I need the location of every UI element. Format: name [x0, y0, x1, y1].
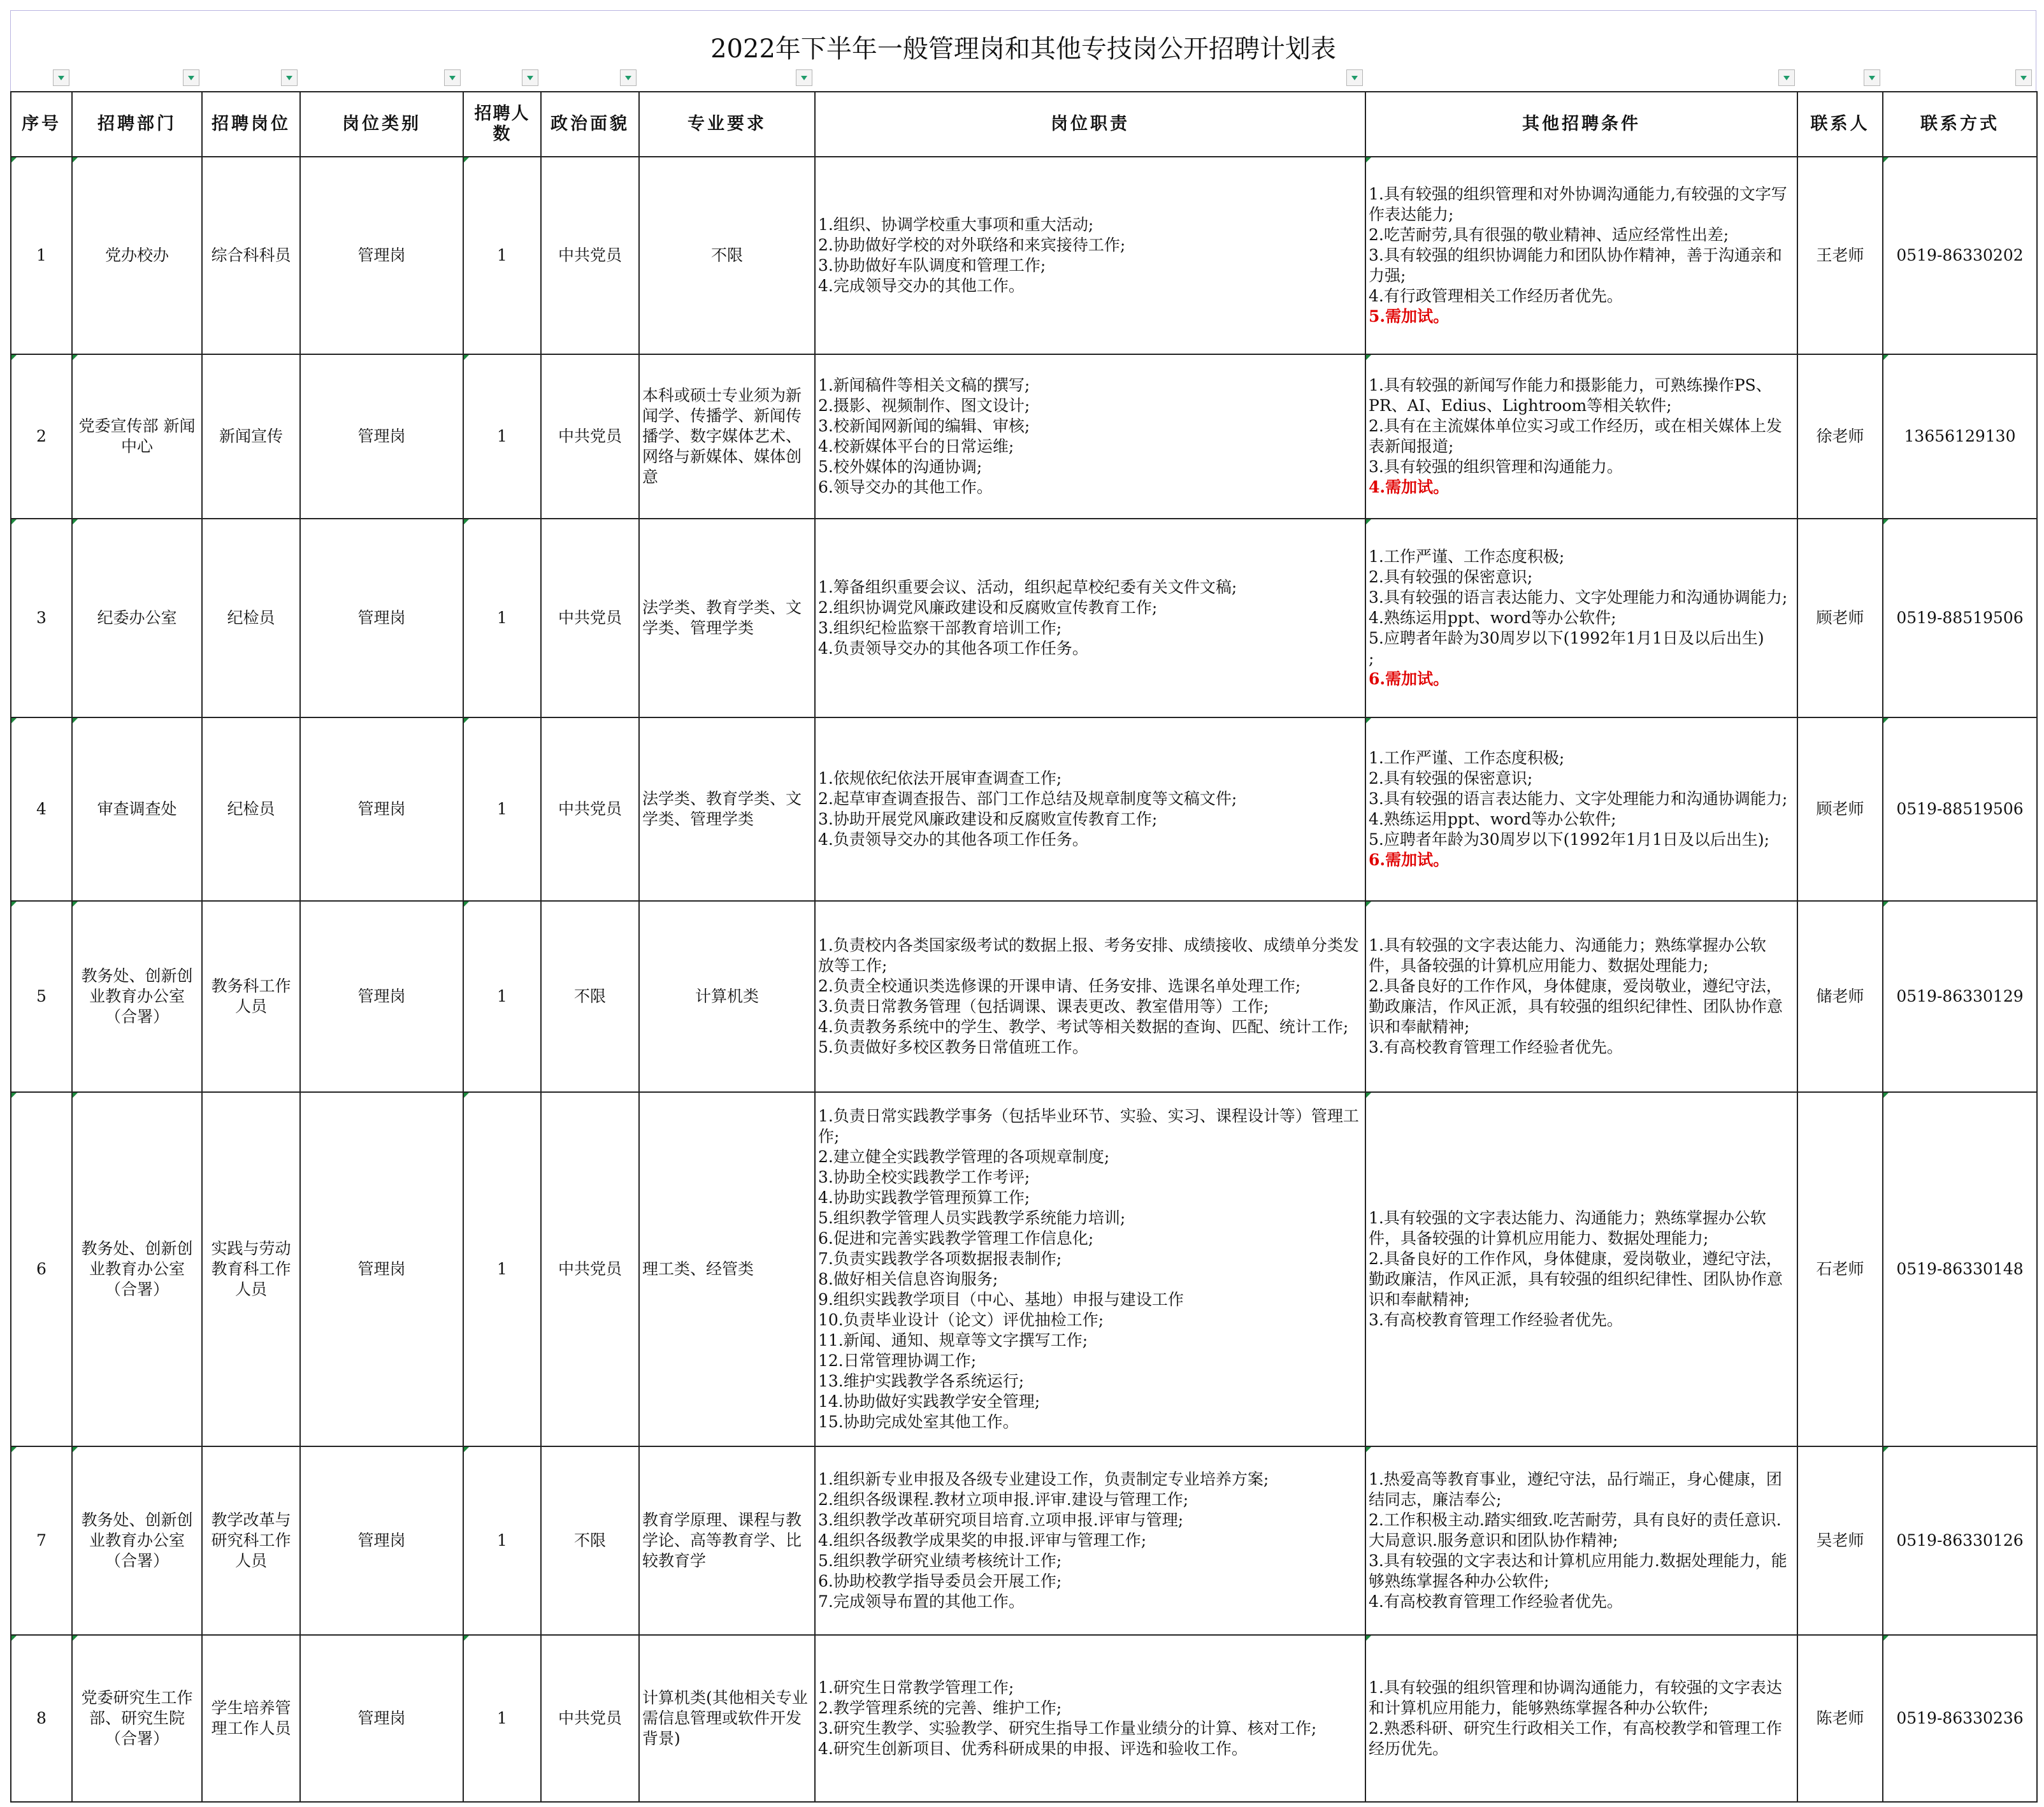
post-cell[interactable]: 新闻宣传 [202, 354, 300, 519]
phone-cell[interactable]: 0519-86330202 [1883, 157, 2037, 354]
conditions-cell[interactable] [1365, 717, 1797, 901]
phone-cell[interactable]: 0519-88519506 [1883, 519, 2037, 717]
contact-person-cell[interactable]: 吴老师 [1797, 1446, 1883, 1635]
duties-cell[interactable] [815, 717, 1365, 901]
category-cell[interactable]: 管理岗 [300, 1092, 463, 1446]
duty-line: 15.协助完成处室其他工作。 [818, 1413, 1019, 1431]
category-cell[interactable]: 管理岗 [300, 519, 463, 717]
post-cell[interactable]: 教学改革与研究科工作人员 [202, 1446, 300, 1635]
condition-line: 3.具有较强的组织管理和沟通能力。 [1369, 457, 1623, 476]
condition-line: 4.有高校教育管理工作经验者优先。 [1369, 1592, 1623, 1611]
department-cell[interactable]: 教务处、创新创业教育办公室（合署） [72, 901, 202, 1092]
row-number-cell[interactable]: 7 [11, 1446, 72, 1635]
condition-line: 2.具有较强的保密意识; [1369, 769, 1533, 788]
filter-dropdown-icon[interactable] [2015, 69, 2032, 86]
headcount-cell[interactable]: 1 [463, 1092, 541, 1446]
major-requirement-cell[interactable]: 计算机类(其他相关专业需信息管理或软件开发背景) [639, 1635, 815, 1802]
duty-line: 2.教学管理系统的完善、维护工作; [818, 1699, 1062, 1717]
duty-line: 5.组织教学研究业绩考核统计工作; [818, 1551, 1062, 1570]
table-row [11, 519, 2037, 717]
duty-line: 2.起草审查调查报告、部门工作总结及规章制度等文稿文件; [818, 789, 1237, 808]
condition-line: 5.应聘者年龄为30周岁以下(1992年1月1日及以后出生); [1369, 830, 1770, 849]
duty-line: 1.新闻稿件等相关文稿的撰写; [818, 376, 1030, 394]
duty-line: 4.完成领导交办的其他工作。 [818, 277, 1025, 295]
condition-line: 2.熟悉科研、研究生行政相关工作，有高校教学和管理工作经历优先。 [1369, 1719, 1782, 1758]
title-row [10, 10, 2036, 66]
duties-cell[interactable] [815, 1446, 1365, 1635]
duty-line: 13.维护实践教学各系统运行; [818, 1372, 1025, 1390]
header-cell[interactable]: 招聘部门 [72, 92, 202, 157]
condition-line: 1.具有较强的组织管理和协调沟通能力，有较强的文字表达和计算机应用能力，能够熟练掌握各种办公软件; [1369, 1678, 1782, 1717]
row-number-cell[interactable]: 1 [11, 157, 72, 354]
category-cell[interactable]: 管理岗 [300, 1446, 463, 1635]
duties-cell[interactable] [815, 901, 1365, 1092]
page-title: 2022年下半年一般管理岗和其他专技岗公开招聘计划表 [710, 34, 1336, 64]
duty-line: 11.新闻、通知、规章等文字撰写工作; [818, 1331, 1088, 1350]
conditions-cell[interactable] [1365, 1092, 1797, 1446]
contact-person-cell[interactable]: 顾老师 [1797, 519, 1883, 717]
category-cell[interactable]: 管理岗 [300, 354, 463, 519]
header-cell[interactable]: 岗位类别 [300, 92, 463, 157]
condition-line: 3.具有较强的语言表达能力、文字处理能力和沟通协调能力; [1369, 588, 1788, 607]
political-status-cell[interactable]: 中共党员 [541, 1092, 639, 1446]
duty-line: 4.协助实践教学管理预算工作; [818, 1188, 1030, 1207]
post-cell[interactable]: 教务科工作人员 [202, 901, 300, 1092]
conditions-cell[interactable] [1365, 354, 1797, 519]
extra-test-note: 6.需加试。 [1369, 670, 1450, 688]
condition-line: 1.热爱高等教育事业，遵纪守法，品行端正，身心健康，团结同志，廉洁奉公; [1369, 1470, 1782, 1509]
filter-dropdown-icon[interactable] [444, 69, 461, 86]
department-cell[interactable]: 纪委办公室 [72, 519, 202, 717]
duty-line: 6.协助校教学指导委员会开展工作; [818, 1572, 1062, 1590]
duty-line: 3.负责日常教务管理（包括调课、课表更改、教室借用等）工作; [818, 997, 1269, 1016]
post-cell[interactable]: 纪检员 [202, 519, 300, 717]
condition-line: 3.具有较强的语言表达能力、文字处理能力和沟通协调能力; [1369, 789, 1788, 808]
department-cell[interactable]: 教务处、创新创业教育办公室（合署） [72, 1446, 202, 1635]
condition-line: 1.具有较强的文字表达能力、沟通能力；熟练掌握办公软件，具备较强的计算机应用能力、数据处理能力; [1369, 936, 1766, 975]
political-status-cell[interactable]: 中共党员 [541, 354, 639, 519]
duty-line: 2.摄影、视频制作、图文设计; [818, 396, 1030, 415]
duties-cell[interactable] [815, 354, 1365, 519]
conditions-cell[interactable] [1365, 901, 1797, 1092]
condition-line: 2.具有较强的保密意识; [1369, 568, 1533, 586]
duty-line: 4.负责领导交办的其他各项工作任务。 [818, 639, 1088, 658]
row-number-cell[interactable]: 4 [11, 717, 72, 901]
row-number-cell[interactable]: 2 [11, 354, 72, 519]
filter-dropdown-icon[interactable] [796, 69, 812, 86]
duty-line: 4.负责领导交办的其他各项工作任务。 [818, 830, 1088, 849]
filter-dropdown-icon[interactable] [1346, 69, 1363, 86]
political-status-cell[interactable]: 中共党员 [541, 157, 639, 354]
filter-dropdown-icon[interactable] [1864, 69, 1880, 86]
filter-dropdown-icon[interactable] [522, 69, 538, 86]
row-number-cell[interactable]: 3 [11, 519, 72, 717]
condition-line: 3.具有较强的组织协调能力和团队协作精神，善于沟通亲和力强; [1369, 246, 1782, 285]
duty-line: 3.协助全校实践教学工作考评; [818, 1168, 1030, 1186]
condition-line: ; [1369, 649, 1374, 668]
filter-row [10, 66, 2036, 91]
duty-line: 14.协助做好实践教学安全管理; [818, 1392, 1040, 1411]
condition-line: 3.具有较强的文字表达和计算机应用能力.数据处理能力，能够熟练掌握各种办公软件; [1369, 1551, 1787, 1590]
duty-line: 10.负责毕业设计（论文）评优抽检工作; [818, 1311, 1104, 1329]
duties-cell[interactable] [815, 157, 1365, 354]
political-status-cell[interactable]: 中共党员 [541, 717, 639, 901]
duty-line: 3.校新闻网新闻的编辑、审核; [818, 417, 1030, 435]
contact-person-cell[interactable]: 储老师 [1797, 901, 1883, 1092]
political-status-cell[interactable]: 中共党员 [541, 519, 639, 717]
political-status-cell[interactable]: 不限 [541, 1446, 639, 1635]
condition-line: 2.吃苦耐劳,具有很强的敬业精神、适应经常性出差; [1369, 226, 1729, 244]
condition-line: 1.具有较强的新闻写作能力和摄影能力，可熟练操作PS、PR、AI、Edius、Lightroom等相关软件; [1369, 376, 1772, 415]
conditions-cell[interactable] [1365, 519, 1797, 717]
contact-person-cell[interactable]: 顾老师 [1797, 717, 1883, 901]
table-row [11, 1635, 2037, 1802]
duty-line: 3.协助做好车队调度和管理工作; [818, 256, 1046, 275]
category-cell[interactable]: 管理岗 [300, 717, 463, 901]
department-cell[interactable]: 党办校办 [72, 157, 202, 354]
post-cell[interactable]: 学生培养管理工作人员 [202, 1635, 300, 1802]
department-cell[interactable]: 党委宣传部 新闻中心 [72, 354, 202, 519]
duty-line: 1.研究生日常教学管理工作; [818, 1678, 1014, 1697]
duty-line: 7.负责实践教学各项数据报表制作; [818, 1249, 1062, 1268]
table-row [11, 354, 2037, 519]
duty-line: 7.完成领导布置的其他工作。 [818, 1592, 1025, 1611]
header-cell[interactable]: 岗位职责 [815, 92, 1365, 157]
table-row [11, 901, 2037, 1092]
row-number-cell[interactable]: 6 [11, 1092, 72, 1446]
condition-line: 2.具备良好的工作作风，身体健康，爱岗敬业，遵纪守法，勤政廉洁，作风正派，具有较强的组织纪律性、团队协作意识和奉献精神; [1369, 977, 1783, 1036]
filter-dropdown-icon[interactable] [281, 69, 298, 86]
major-requirement-cell[interactable]: 理工类、经管类 [639, 1092, 815, 1446]
duty-line: 4.校新媒体平台的日常运维; [818, 437, 1014, 456]
major-requirement-cell[interactable]: 计算机类 [639, 901, 815, 1092]
filter-dropdown-icon[interactable] [53, 69, 69, 86]
condition-line: 4.熟练运用ppt、word等办公软件; [1369, 810, 1616, 828]
extra-test-note: 6.需加试。 [1369, 851, 1450, 869]
condition-line: 1.工作严谨、工作态度积极; [1369, 547, 1565, 566]
post-cell[interactable]: 纪检员 [202, 717, 300, 901]
major-requirement-cell[interactable]: 教育学原理、课程与教学论、高等教育学、比较教育学 [639, 1446, 815, 1635]
contact-person-cell[interactable]: 陈老师 [1797, 1635, 1883, 1802]
major-requirement-cell[interactable]: 法学类、教育学类、文学类、管理学类 [639, 519, 815, 717]
header-cell[interactable]: 其他招聘条件 [1365, 92, 1797, 157]
duty-line: 1.组织、协调学校重大事项和重大活动; [818, 215, 1094, 234]
major-requirement-cell[interactable]: 法学类、教育学类、文学类、管理学类 [639, 717, 815, 901]
duty-line: 2.负责全校通识类选修课的开课申请、任务安排、选课名单处理工作; [818, 977, 1301, 995]
headcount-cell[interactable]: 1 [463, 354, 541, 519]
condition-line: 1.具有较强的文字表达能力、沟通能力；熟练掌握办公软件，具备较强的计算机应用能力、数据处理能力; [1369, 1209, 1766, 1248]
header-cell[interactable]: 序号 [11, 92, 72, 157]
table-row [11, 717, 2037, 901]
duty-line: 2.建立健全实践教学管理的各项规章制度; [818, 1148, 1110, 1166]
duties-cell[interactable] [815, 519, 1365, 717]
duty-line: 12.日常管理协调工作; [818, 1351, 977, 1370]
header-cell[interactable]: 联系人 [1797, 92, 1883, 157]
contact-person-cell[interactable]: 徐老师 [1797, 354, 1883, 519]
table-row [11, 1446, 2037, 1635]
headcount-cell[interactable]: 1 [463, 717, 541, 901]
condition-line: 2.具有在主流媒体单位实习或工作经历，或在相关媒体上发表新闻报道; [1369, 417, 1782, 456]
phone-cell[interactable]: 0519-86330148 [1883, 1092, 2037, 1446]
recruitment-table [10, 91, 2038, 1803]
duty-line: 1.负责校内各类国家级考试的数据上报、考务安排、成绩接收、成绩单分类发放等工作; [818, 936, 1359, 975]
department-cell[interactable]: 审查调查处 [72, 717, 202, 901]
major-requirement-cell[interactable]: 本科或硕士专业须为新闻学、传播学、新闻传播学、数字媒体艺术、网络与新媒体、媒体创意 [639, 354, 815, 519]
conditions-cell[interactable] [1365, 1635, 1797, 1802]
condition-line: 2.工作积极主动.踏实细致.吃苦耐劳，具有良好的责任意识.大局意识.服务意识和团队协作精神; [1369, 1511, 1781, 1550]
duty-line: 2.组织各级课程.教材立项申报.评审.建设与管理工作; [818, 1490, 1189, 1509]
header-cell[interactable]: 招聘人数 [463, 92, 541, 157]
spreadsheet [10, 10, 2036, 1803]
header-cell[interactable]: 政治面貌 [541, 92, 639, 157]
phone-cell[interactable]: 13656129130 [1883, 354, 2037, 519]
phone-cell[interactable]: 0519-88519506 [1883, 717, 2037, 901]
condition-line: 2.具备良好的工作作风，身体健康，爱岗敬业，遵纪守法，勤政廉洁，作风正派，具有较强的组织纪律性、团队协作意识和奉献精神; [1369, 1249, 1783, 1309]
header-row [11, 92, 2037, 157]
category-cell[interactable]: 管理岗 [300, 157, 463, 354]
duty-line: 4.研究生创新项目、优秀科研成果的申报、评选和验收工作。 [818, 1739, 1248, 1758]
phone-cell[interactable]: 0519-86330129 [1883, 901, 2037, 1092]
phone-cell[interactable]: 0519-86330126 [1883, 1446, 2037, 1635]
duty-line: 5.校外媒体的沟通协调; [818, 457, 982, 476]
condition-line: 3.有高校教育管理工作经验者优先。 [1369, 1311, 1623, 1329]
duties-cell[interactable] [815, 1092, 1365, 1446]
duty-line: 1.负责日常实践教学事务（包括毕业环节、实验、实习、课程设计等）管理工作; [818, 1107, 1359, 1146]
major-requirement-cell[interactable]: 不限 [639, 157, 815, 354]
duty-line: 5.负责做好多校区教务日常值班工作。 [818, 1038, 1088, 1056]
headcount-cell[interactable]: 1 [463, 157, 541, 354]
political-status-cell[interactable]: 中共党员 [541, 1635, 639, 1802]
condition-line: 4.熟练运用ppt、word等办公软件; [1369, 608, 1616, 627]
extra-test-note: 5.需加试。 [1369, 307, 1450, 326]
duties-cell[interactable] [815, 1635, 1365, 1802]
political-status-cell[interactable]: 不限 [541, 901, 639, 1092]
duty-line: 4.组织各级教学成果奖的申报.评审与管理工作; [818, 1531, 1147, 1550]
extra-test-note: 4.需加试。 [1369, 478, 1450, 496]
contact-person-cell[interactable]: 王老师 [1797, 157, 1883, 354]
post-cell[interactable]: 综合科科员 [202, 157, 300, 354]
headcount-cell[interactable]: 1 [463, 901, 541, 1092]
duty-line: 4.负责教务系统中的学生、教学、考试等相关数据的查询、匹配、统计工作; [818, 1018, 1349, 1036]
duty-line: 1.依规依纪依法开展审查调查工作; [818, 769, 1062, 788]
duty-line: 1.筹备组织重要会议、活动，组织起草校纪委有关文件文稿; [818, 578, 1237, 596]
duty-line: 9.组织实践教学项目（中心、基地）申报与建设工作 [818, 1290, 1184, 1309]
filter-dropdown-icon[interactable] [183, 69, 199, 86]
post-cell[interactable]: 实践与劳动教育科工作人员 [202, 1092, 300, 1446]
contact-person-cell[interactable]: 石老师 [1797, 1092, 1883, 1446]
headcount-cell[interactable]: 1 [463, 1635, 541, 1802]
duty-line: 8.做好相关信息咨询服务; [818, 1270, 998, 1288]
filter-dropdown-icon[interactable] [620, 69, 637, 86]
duty-line: 3.协助开展党风廉政建设和反腐败宣传教育工作; [818, 810, 1158, 828]
headcount-cell[interactable]: 1 [463, 519, 541, 717]
duty-line: 1.组织新专业申报及各级专业建设工作，负责制定专业培养方案; [818, 1470, 1269, 1488]
condition-line: 1.具有较强的组织管理和对外协调沟通能力,有较强的文字写作表达能力; [1369, 185, 1787, 224]
duty-line: 2.组织协调党风廉政建设和反腐败宣传教育工作; [818, 598, 1158, 617]
category-cell[interactable]: 管理岗 [300, 1635, 463, 1802]
duty-line: 2.协助做好学校的对外联络和来宾接待工作; [818, 236, 1126, 254]
row-number-cell[interactable]: 8 [11, 1635, 72, 1802]
condition-line: 5.应聘者年龄为30周岁以下(1992年1月1日及以后出生) [1369, 629, 1764, 647]
table-row [11, 1092, 2037, 1446]
header-cell[interactable]: 专业要求 [639, 92, 815, 157]
header-cell[interactable]: 联系方式 [1883, 92, 2037, 157]
conditions-cell[interactable] [1365, 1446, 1797, 1635]
headcount-cell[interactable]: 1 [463, 1446, 541, 1635]
duty-line: 6.领导交办的其他工作。 [818, 478, 993, 496]
phone-cell[interactable]: 0519-86330236 [1883, 1635, 2037, 1802]
header-cell[interactable]: 招聘岗位 [202, 92, 300, 157]
duty-line: 5.组织教学管理人员实践教学系统能力培训; [818, 1209, 1126, 1227]
duty-line: 3.组织纪检监察干部教育培训工作; [818, 619, 1062, 637]
category-cell[interactable]: 管理岗 [300, 901, 463, 1092]
table-row [11, 157, 2037, 354]
duty-line: 6.促进和完善实践教学管理工作信息化; [818, 1229, 1094, 1248]
filter-dropdown-icon[interactable] [1778, 69, 1795, 86]
condition-line: 4.有行政管理相关工作经历者优先。 [1369, 287, 1623, 305]
department-cell[interactable]: 党委研究生工作部、研究生院（合署） [72, 1635, 202, 1802]
condition-line: 3.有高校教育管理工作经验者优先。 [1369, 1038, 1623, 1056]
department-cell[interactable]: 教务处、创新创业教育办公室（合署） [72, 1092, 202, 1446]
row-number-cell[interactable]: 5 [11, 901, 72, 1092]
conditions-cell[interactable] [1365, 157, 1797, 354]
condition-line: 1.工作严谨、工作态度积极; [1369, 749, 1565, 767]
duty-line: 3.组织教学改革研究项目培育.立项申报.评审与管理; [818, 1511, 1184, 1529]
duty-line: 3.研究生教学、实验教学、研究生指导工作量业绩分的计算、核对工作; [818, 1719, 1317, 1738]
